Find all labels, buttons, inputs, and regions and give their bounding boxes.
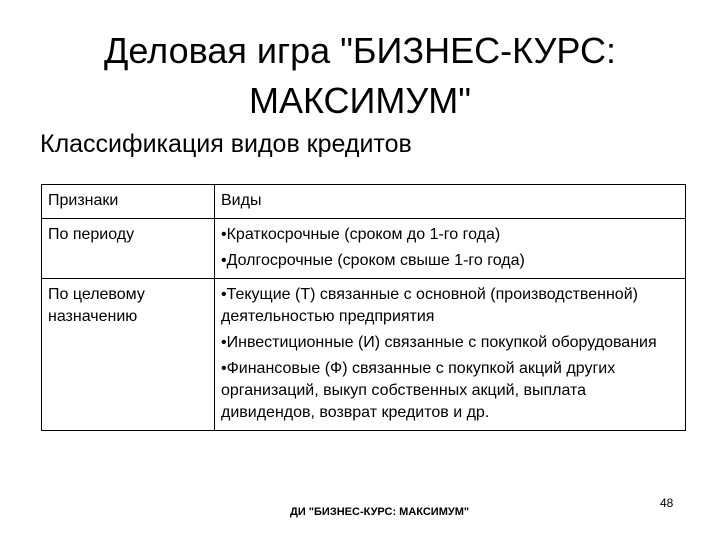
slide-footer: ДИ "БИЗНЕС-КУРС: МАКСИМУМ" <box>290 506 470 518</box>
header-cell-types: Виды <box>215 185 686 219</box>
slide-title-line-1: Деловая игра "БИЗНЕС-КУРС: <box>103 30 617 71</box>
table-row <box>42 279 686 431</box>
table-row <box>42 219 686 279</box>
list-item: •Долгосрочные (сроком свыше 1-го года) <box>221 252 525 269</box>
page-number: 48 <box>660 496 674 510</box>
credit-classification-table <box>41 184 686 431</box>
types-cell <box>215 279 686 431</box>
slide-title <box>40 26 680 126</box>
feature-cell: По периоду <box>42 219 215 279</box>
list-item: •Инвестиционные (И) связанные с покупкой оборудования <box>221 334 657 351</box>
table-header-row <box>42 185 686 219</box>
header-cell-features: Признаки <box>42 185 215 219</box>
feature-cell: По целевому назначению <box>42 279 215 431</box>
slide-title-line-2: МАКСИМУМ" <box>248 80 472 121</box>
slide-subtitle: Классификация видов кредитов <box>40 130 412 158</box>
list-item: •Краткосрочные (сроком до 1-го года) <box>221 226 501 243</box>
list-item: •Текущие (Т) связанные с основной (производственной) деятельностью предприятия <box>221 286 638 325</box>
types-cell <box>215 219 686 279</box>
list-item: •Финансовые (Ф) связанные с покупкой акций других организаций, выкуп собственных акций, выплата дивидендов, возврат кредитов и др. <box>221 360 616 421</box>
